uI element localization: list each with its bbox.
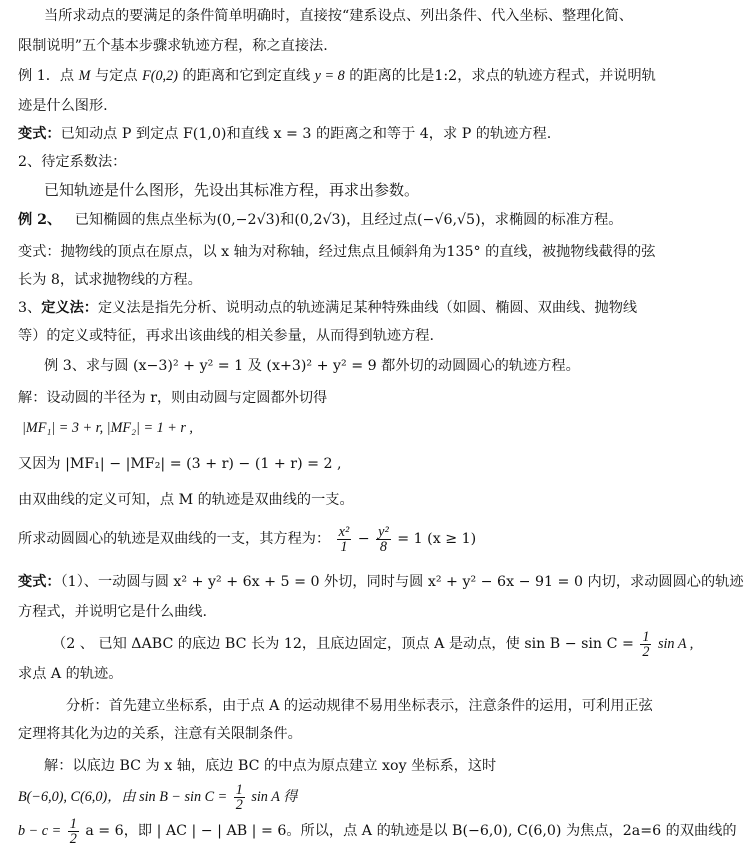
text-span: 例 1．点 (18, 68, 75, 84)
section-label: 定义法： (41, 300, 98, 316)
text-span: 解：以底边 BC 为 x 轴，底边 BC 的中点为原点建立 xoy 坐标系，这时 (44, 758, 497, 774)
example-1-line (18, 66, 656, 86)
text-line (18, 602, 624, 622)
fraction (234, 783, 245, 812)
text-span: 3、 (18, 300, 42, 316)
equation-line (52, 628, 694, 662)
denominator: 2 (235, 796, 243, 813)
text-span: 迹是什么图形. (18, 98, 108, 114)
text-line (18, 490, 624, 510)
equation-line (18, 782, 624, 814)
heading-text: 2、待定系数法： (18, 154, 127, 170)
text-line (18, 96, 624, 116)
fraction (68, 817, 79, 846)
denominator: 8 (379, 538, 387, 555)
numerator: x² (338, 523, 350, 540)
variant-label: 变式： (18, 126, 61, 142)
heading-text: 已知轨迹是什么图形，先设出其标准方程，再求出参数。 (44, 181, 420, 199)
text-span: 限制说明”五个基本步骤求轨迹方程，称之直接法. (18, 38, 328, 54)
text-span: 求点 A 的轨迹。 (18, 666, 123, 682)
text-span: 变式：抛物线的顶点在原点，以 x 轴为对称轴，经过焦点且倾斜角为135° 的直线，被抛物线截得的弦 (18, 244, 656, 260)
text-line (18, 270, 624, 290)
math-span: M (78, 68, 91, 84)
example-3-line (44, 356, 650, 376)
text-span: 长为 8，试求抛物线的方程。 (18, 272, 202, 288)
text-span: 已知椭圆的焦点坐标为(0,−2√3)和(0,2√3)，且经过点(−√6,√5)，求椭圆的标准方程。 (74, 212, 623, 228)
equation-line (22, 418, 628, 438)
denominator: 2 (642, 643, 650, 660)
math-span: sin A , (657, 636, 694, 652)
math-span: b − c = (18, 823, 62, 839)
numerator: 1 (642, 628, 650, 645)
math-span: sin A 得 (251, 789, 298, 805)
text-span: 方程式，并说明它是什么曲线. (18, 604, 207, 620)
section-line (18, 298, 638, 318)
math-span: F(0,2) (142, 68, 178, 84)
text-span: （2 、 已知 ΔABC 的底边 BC 长为 12，且底边固定，顶点 A 是动点，使 sin B − sin C = (52, 636, 634, 652)
section-subheading (44, 180, 650, 200)
text-line (44, 6, 650, 26)
operator: − (357, 531, 370, 547)
numerator: y² (378, 523, 389, 540)
text-span: a = 6，即 | AC | − | AB | = 6。所以，点 A 的轨迹是以 B(−6,0), C(6,0) 为焦点，2a=6 的双曲线的 (85, 823, 737, 839)
text-span: 已知动点 P 到定点 F(1,0)和直线 x = 3 的距离之和等于 4，求 P 的轨迹方程. (60, 126, 552, 142)
text-span: （1）、一动圆与圆 x² + y² + 6x + 5 = 0 外切，同时与圆 x² + y² − 6x − 91 = 0 内切，求动圆圆心的轨迹 (60, 574, 744, 590)
text-line (18, 724, 624, 744)
fraction (376, 525, 391, 554)
text-line (66, 696, 672, 716)
text-span: 当所求动点的要满足的条件简单明确时，直接按“建系设点、列出条件、代入坐标、整理化简、 (44, 8, 633, 24)
equation-line (18, 522, 624, 558)
numerator: 1 (235, 781, 243, 798)
variant-line (18, 124, 624, 144)
text-span: 定义法是指先分析、说明动点的轨迹满足某种特殊曲线（如圆、椭圆、双曲线、抛物线 (97, 300, 638, 316)
text-line (18, 326, 624, 346)
equation: |MF₁| = 3 + r, |MF₂| = 1 + r , (22, 420, 193, 436)
math-span: B(−6,0), C(6,0)，由 sin B − sin C = (18, 789, 228, 805)
text-span: 分析：首先建立坐标系，由于点 A 的运动规律不易用坐标表示，注意条件的运用，可利用正弦 (66, 698, 653, 714)
text-span: = 1 (x ≥ 1) (397, 531, 477, 547)
text-span: 的距离的比是1:2，求点的轨迹方程式，并说明轨 (349, 68, 656, 84)
text-line (44, 756, 650, 776)
section-heading (18, 152, 624, 172)
text-span: 定理将其化为边的关系，注意有关限制条件。 (18, 726, 302, 742)
denominator: 1 (340, 538, 348, 555)
example-2-line (18, 210, 624, 230)
text-span: 的距离和它到定直线 (182, 68, 311, 84)
text-span: 解：设动圆的半径为 r，则由动圆与定圆都外切得 (18, 390, 328, 406)
text-span: 等）的定义或特征，再求出该曲线的相关参量，从而得到轨迹方程. (18, 328, 434, 344)
variant-label: 变式： (18, 574, 61, 590)
text-line (18, 36, 624, 56)
equation-line (18, 815, 737, 848)
numerator: 1 (69, 815, 77, 832)
fraction (640, 630, 651, 659)
text-span: 例 3、求与圆 (x−3)² + y² = 1 及 (x+3)² + y² = 9 都外切的动圆圆心的轨迹方程。 (44, 358, 580, 374)
text-span: 又因为 |MF₁| − |MF₂| = (3 + r) − (1 + r) = 2 , (18, 456, 342, 472)
math-span: y = 8 (314, 68, 345, 84)
text-span: 与定点 (94, 68, 138, 84)
variant-line (18, 572, 744, 592)
text-line (18, 242, 656, 262)
text-line (18, 664, 624, 684)
example-label: 例 2、 (18, 212, 62, 228)
text-line (18, 388, 624, 408)
fraction (337, 525, 352, 554)
text-line (18, 454, 624, 474)
denominator: 2 (69, 830, 77, 847)
text-span: 由双曲线的定义可知，点 M 的轨迹是双曲线的一支。 (18, 492, 354, 508)
text-span: 所求动圆圆心的轨迹是双曲线的一支，其方程为： (18, 531, 331, 547)
